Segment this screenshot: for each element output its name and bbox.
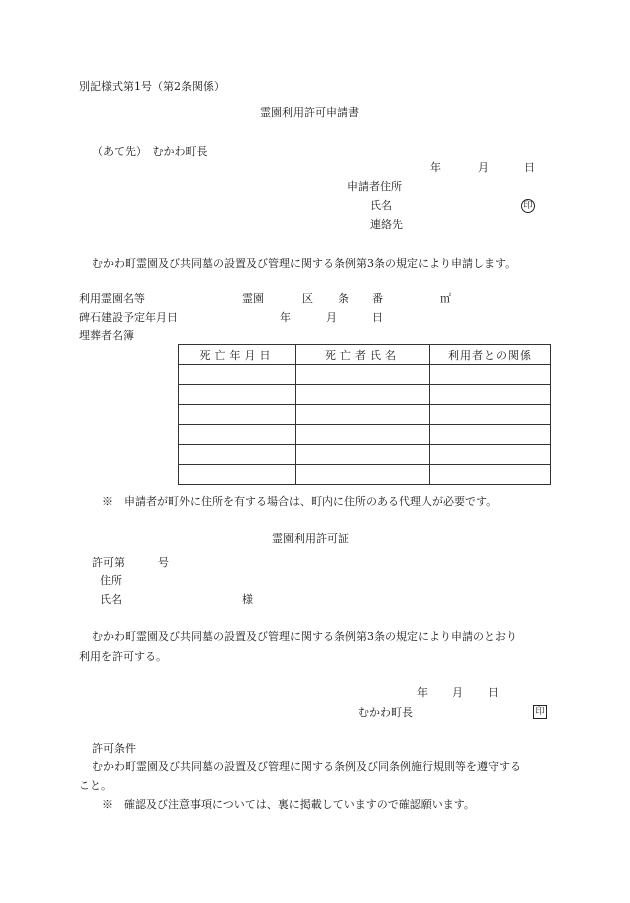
table-row	[179, 425, 551, 445]
conditions-label: 許可条件	[92, 742, 136, 755]
table-cell[interactable]	[179, 425, 296, 445]
table-cell[interactable]	[179, 365, 296, 385]
table-cell[interactable]	[296, 385, 430, 405]
issuer: むかわ町長	[358, 706, 413, 719]
tombstone-year: 年	[280, 311, 291, 324]
cemetery-label: 利用霊園名等	[79, 292, 145, 305]
table-cell[interactable]	[296, 465, 430, 485]
table-cell[interactable]	[430, 405, 551, 425]
final-note: ※ 確認及び注意事項については、裏に掲載していますので確認願います。	[102, 798, 475, 811]
applicant-address-label: 申請者住所	[347, 180, 402, 193]
conditions-text-line-1: むかわ町霊園及び共同墓の設置及び管理に関する条例及び同条例施行規則等を遵守する	[92, 760, 521, 773]
application-statement: むかわ町霊園及び共同墓の設置及び管理に関する条例第3条の規定により申請します。	[92, 257, 517, 270]
table-cell[interactable]	[430, 385, 551, 405]
table-cell[interactable]	[430, 365, 551, 385]
table-cell[interactable]	[179, 385, 296, 405]
table-cell[interactable]	[179, 445, 296, 465]
addressee: （あて先） むかわ町長	[92, 145, 208, 158]
table-cell[interactable]	[296, 365, 430, 385]
table-cell[interactable]	[179, 405, 296, 425]
table-cell[interactable]	[296, 405, 430, 425]
table-cell[interactable]	[296, 425, 430, 445]
applicant-contact-label: 連絡先	[370, 218, 403, 231]
table-row	[179, 465, 551, 485]
table-row	[179, 385, 551, 405]
permit-date-day: 日	[488, 686, 499, 699]
form-number: 別記様式第1号（第2条関係）	[79, 80, 225, 93]
outside-resident-note: ※ 申請者が町外に住所を有する場合は、町内に住所のある代理人が必要です。	[102, 495, 498, 508]
date-day: 日	[524, 161, 535, 174]
tombstone-label: 碑石建設予定年月日	[79, 311, 178, 324]
table-row	[179, 365, 551, 385]
burial-register-table	[178, 344, 551, 485]
conditions-text-line-2: こと。	[79, 779, 112, 792]
permit-name-label: 氏名	[100, 593, 122, 606]
table-cell[interactable]	[430, 445, 551, 465]
application-title: 霊園利用許可申請書	[260, 106, 359, 119]
cemetery-unit: ㎡	[440, 292, 451, 305]
permit-honorific: 様	[242, 593, 253, 606]
applicant-seal-icon: 印	[521, 199, 535, 213]
permit-number: 許可第 号	[92, 556, 169, 569]
applicant-name-label: 氏名	[370, 199, 392, 212]
burial-register-label: 埋葬者名簿	[79, 329, 134, 342]
table-cell[interactable]	[430, 465, 551, 485]
column-header-death-date: 死亡年月日	[179, 345, 296, 365]
issuer-seal-icon: 印	[533, 705, 547, 719]
tombstone-day: 日	[372, 311, 383, 324]
table-row	[179, 405, 551, 425]
permit-statement-line-1: むかわ町霊園及び共同墓の設置及び管理に関する条例第3条の規定により申請のとおり	[92, 630, 517, 643]
tombstone-month: 月	[326, 311, 337, 324]
permit-title: 霊園利用許可証	[272, 532, 349, 545]
table-cell[interactable]	[296, 445, 430, 465]
date-year: 年	[430, 161, 441, 174]
permit-date-year: 年	[417, 686, 428, 699]
table-cell[interactable]	[430, 425, 551, 445]
cemetery-jo: 条	[338, 292, 349, 305]
table-row	[179, 445, 551, 465]
cemetery-ban: 番	[372, 292, 383, 305]
column-header-deceased-name: 死亡者氏名	[296, 345, 430, 365]
date-month: 月	[478, 161, 489, 174]
cemetery-reien: 霊園	[242, 292, 264, 305]
table-cell[interactable]	[179, 465, 296, 485]
permit-address-label: 住所	[100, 574, 122, 587]
permit-statement-line-2: 利用を許可する。	[79, 650, 167, 663]
permit-date-month: 月	[452, 686, 463, 699]
cemetery-ku: 区	[302, 292, 313, 305]
column-header-relationship: 利用者との関係	[430, 345, 551, 365]
table-header-row	[179, 345, 551, 365]
